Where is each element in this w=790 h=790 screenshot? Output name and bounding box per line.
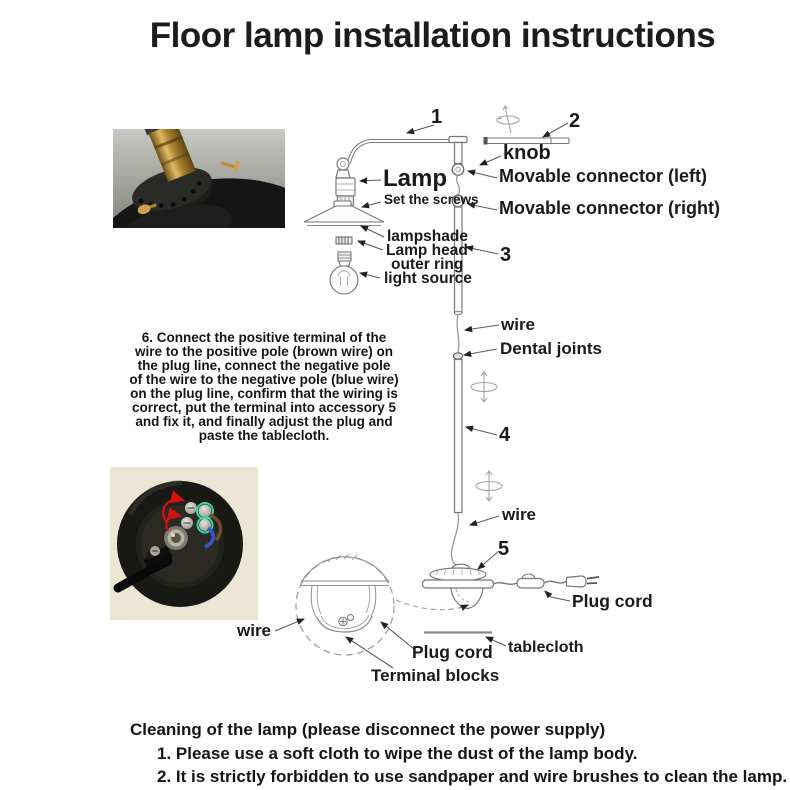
base-photo	[110, 467, 258, 620]
leader-part5	[478, 551, 499, 569]
leader-part4	[466, 427, 497, 435]
label-plug-cord-right: Plug cord	[572, 591, 653, 611]
label-wire-bottom: wire	[237, 621, 272, 640]
leader-wire-upper	[465, 325, 499, 330]
rotation-indicator-low	[476, 471, 502, 501]
step6-instructions	[116, 331, 412, 443]
leader-part1	[407, 125, 434, 133]
label-part3: 3	[500, 244, 512, 266]
label-lamp-head: Lamp head	[386, 242, 468, 259]
step6-line: paste the tablecloth.	[198, 428, 330, 443]
pole-upper-part	[449, 137, 467, 164]
terminal-block-detail	[317, 615, 372, 633]
label-movable-connector-right: Movable connector (right)	[499, 198, 721, 218]
leader-wire-bottom	[275, 619, 304, 631]
light-bulb-part	[330, 252, 358, 294]
page-title: Floor lamp installation instructions	[149, 16, 716, 55]
label-wire-upper: wire	[501, 315, 536, 334]
base-assembly	[423, 564, 494, 608]
step6-line: correct, put the terminal into accessory 5	[131, 400, 397, 415]
label-knob: knob	[503, 142, 551, 164]
label-light-source: light source	[384, 270, 472, 287]
leader-light-source	[360, 273, 380, 278]
label-plug-cord-bottom: Plug cord	[412, 642, 493, 662]
power-cord-assembly	[494, 574, 600, 588]
dental-joint-part	[453, 353, 462, 359]
rotation-indicator-mid	[471, 372, 497, 402]
leader-part2	[543, 123, 568, 137]
step6-line: 6. Connect the positive terminal of the	[141, 330, 387, 345]
label-outer-ring: outer ring	[391, 256, 464, 273]
label-part1: 1	[431, 106, 443, 128]
wire-upper-segment	[457, 315, 459, 352]
leader-terminal-blocks	[346, 637, 393, 668]
rotation-indicator-top	[497, 106, 519, 133]
label-part5: 5	[498, 538, 510, 560]
leader-lampshade	[361, 226, 384, 237]
wire-lower-segment	[451, 513, 461, 567]
magnifier-detail	[296, 554, 394, 655]
label-movable-connector-left: Movable connector (left)	[499, 166, 708, 186]
label-wire-lower: wire	[502, 505, 537, 524]
leader-plug-cord-bottom	[381, 622, 414, 649]
label-set-the-screws: Set the screws	[384, 192, 479, 207]
inline-switch	[517, 579, 544, 589]
leader-lamp	[360, 180, 381, 181]
label-part2: 2	[569, 110, 581, 132]
step6-line: wire to the positive pole (brown wire) on	[134, 344, 394, 359]
label-part4: 4	[499, 424, 511, 446]
label-lampshade: lampshade	[387, 228, 468, 245]
label-dental-joints: Dental joints	[500, 339, 603, 358]
leader-wire-lower	[470, 516, 499, 525]
leader-part3	[466, 247, 498, 254]
power-plug	[567, 576, 587, 587]
label-terminal-blocks: Terminal blocks	[371, 666, 500, 685]
leader-dental-joints	[464, 349, 497, 355]
cleaning-item-2: 2. It is strictly forbidden to use sandpaper and wire brushes to clean the lamp.	[157, 767, 788, 786]
magnifier-link-line	[396, 600, 468, 610]
leader-knob	[480, 156, 501, 165]
lamp-socket-part	[336, 158, 355, 205]
cleaning-notes	[130, 720, 787, 787]
step6-line: of the wire to the negative pole (blue wire)	[129, 372, 399, 387]
cleaning-heading: Cleaning of the lamp (please disconnect the power supply)	[130, 720, 606, 739]
step6-line: and fix it, and finally adjust the plug and	[135, 414, 393, 429]
outer-ring-part	[336, 237, 352, 244]
label-lamp: Lamp	[383, 165, 448, 192]
pole-section-4	[455, 360, 463, 513]
leader-plug-cord-right	[545, 591, 570, 601]
arm-part	[349, 141, 450, 163]
step6-line: on the plug line, confirm that the wiring is	[130, 386, 398, 401]
leader-lamp-head	[358, 241, 383, 250]
socket-photo	[113, 129, 285, 228]
step6-line: the plug line, connect the negative pole	[137, 358, 391, 373]
cleaning-item-1: 1. Please use a soft cloth to wipe the dust of the lamp body.	[157, 743, 638, 763]
leader-movable-left	[468, 171, 497, 178]
label-tablecloth: tablecloth	[508, 639, 584, 656]
movable-connector-left-part	[452, 164, 464, 176]
leader-set-screws	[362, 202, 381, 207]
